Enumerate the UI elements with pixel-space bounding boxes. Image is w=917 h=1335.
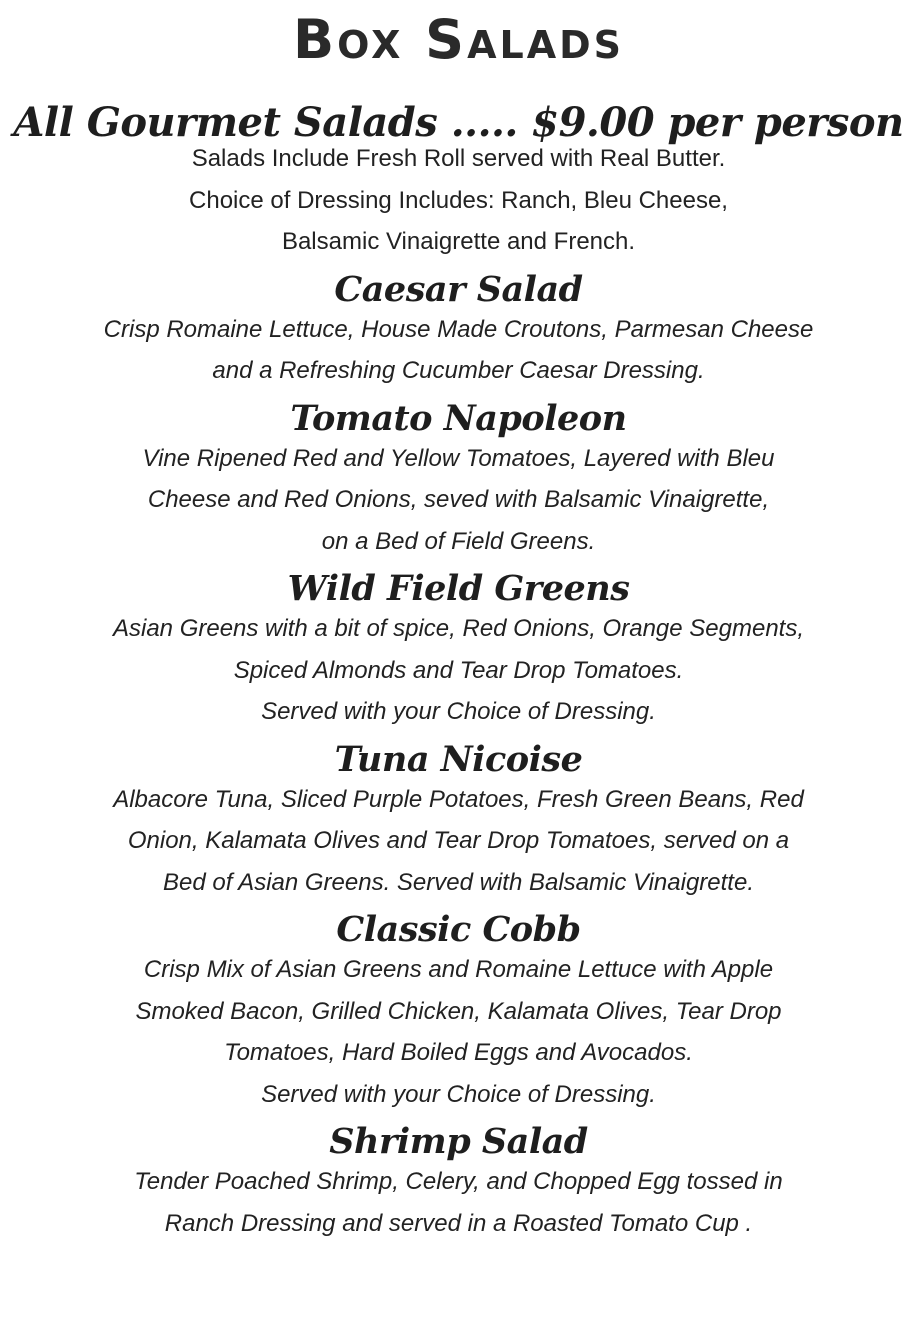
salad-tuna-nicoise xyxy=(0,737,917,904)
description-line: Onion, Kalamata Olives and Tear Drop Tomatoes, served on a xyxy=(127,827,790,854)
salad-name: Tomato Napoleon xyxy=(290,397,627,439)
description-line: Served with your Choice of Dressing. xyxy=(261,698,656,725)
salad-classic-cobb xyxy=(0,907,917,1115)
intro-line: Salads Include Fresh Roll served with Real Butter. xyxy=(191,145,726,172)
salad-name: Shrimp Salad xyxy=(329,1121,588,1162)
description-line: on a Bed of Field Greens. xyxy=(321,527,596,555)
salad-description xyxy=(0,1161,917,1244)
salad-description xyxy=(0,949,917,1115)
description-line: Crisp Mix of Asian Greens and Romaine Lettuce with Apple xyxy=(143,956,774,983)
salad-name: Wild Field Greens xyxy=(287,568,630,609)
description-line: Smoked Bacon, Grilled Chicken, Kalamata Olives, Tear Drop xyxy=(135,997,782,1025)
description-line: Albacore Tuna, Sliced Purple Potatoes, Fresh Green Beans, Red xyxy=(113,785,804,813)
description-line: Bed of Asian Greens. Served with Balsamic Vinaigrette. xyxy=(163,868,754,896)
description-line: Tomatoes, Hard Boiled Eggs and Avocados. xyxy=(224,1039,693,1066)
intro-line: Balsamic Vinaigrette and French. xyxy=(281,228,636,255)
salad-name: Caesar Salad xyxy=(334,268,583,310)
intro-line: Choice of Dressing Includes: Ranch, Bleu Cheese, xyxy=(189,186,728,214)
description-line: Spiced Almonds and Tear Drop Tomatoes. xyxy=(233,656,684,684)
intro-text xyxy=(0,138,917,263)
description-line: Served with your Choice of Dressing. xyxy=(261,1080,656,1108)
salad-wild-field-greens xyxy=(0,566,917,733)
salad-name: Classic Cobb xyxy=(336,909,581,950)
description-line: Ranch Dressing and served in a Roasted Tomato Cup . xyxy=(164,1209,753,1237)
description-line: Crisp Romaine Lettuce, House Made Croutons, Parmesan Cheese xyxy=(103,315,814,343)
salad-description xyxy=(0,438,917,563)
salad-description xyxy=(0,309,917,392)
salad-name: Tuna Nicoise xyxy=(334,738,583,780)
price-headline: All Gourmet Salads ..... $9.00 per person xyxy=(13,99,904,146)
salad-description xyxy=(0,779,917,904)
description-line: and a Refreshing Cucumber Caesar Dressing. xyxy=(212,357,705,384)
salad-shrimp xyxy=(0,1119,917,1244)
salad-caesar xyxy=(0,267,917,392)
salad-description xyxy=(0,608,917,733)
description-line: Vine Ripened Red and Yellow Tomatoes, Layered with Bleu xyxy=(142,444,775,472)
page-title: Box Salads xyxy=(292,8,625,71)
description-line: Cheese and Red Onions, seved with Balsamic Vinaigrette, xyxy=(147,486,770,513)
description-line: Asian Greens with a bit of spice, Red Onions, Orange Segments, xyxy=(112,615,805,642)
description-line: Tender Poached Shrimp, Celery, and Chopped Egg tossed in xyxy=(134,1168,783,1195)
salad-tomato-napoleon xyxy=(0,396,917,563)
